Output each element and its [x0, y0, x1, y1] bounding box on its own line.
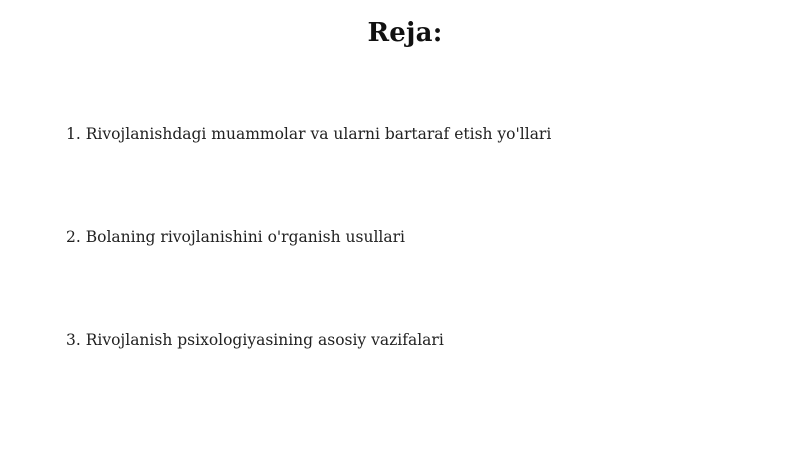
slide-title: Reja:	[367, 18, 443, 48]
plan-list	[66, 120, 766, 429]
plan-item-3: 3. Rivojlanish psixologiyasining asosiy vazifalari	[66, 331, 444, 349]
plan-item-1: 1. Rivojlanishdagi muammolar va ularni bartaraf etish yo'llari	[66, 125, 552, 143]
plan-item-2: 2. Bolaning rivojlanishini o'rganish usullari	[66, 228, 405, 246]
